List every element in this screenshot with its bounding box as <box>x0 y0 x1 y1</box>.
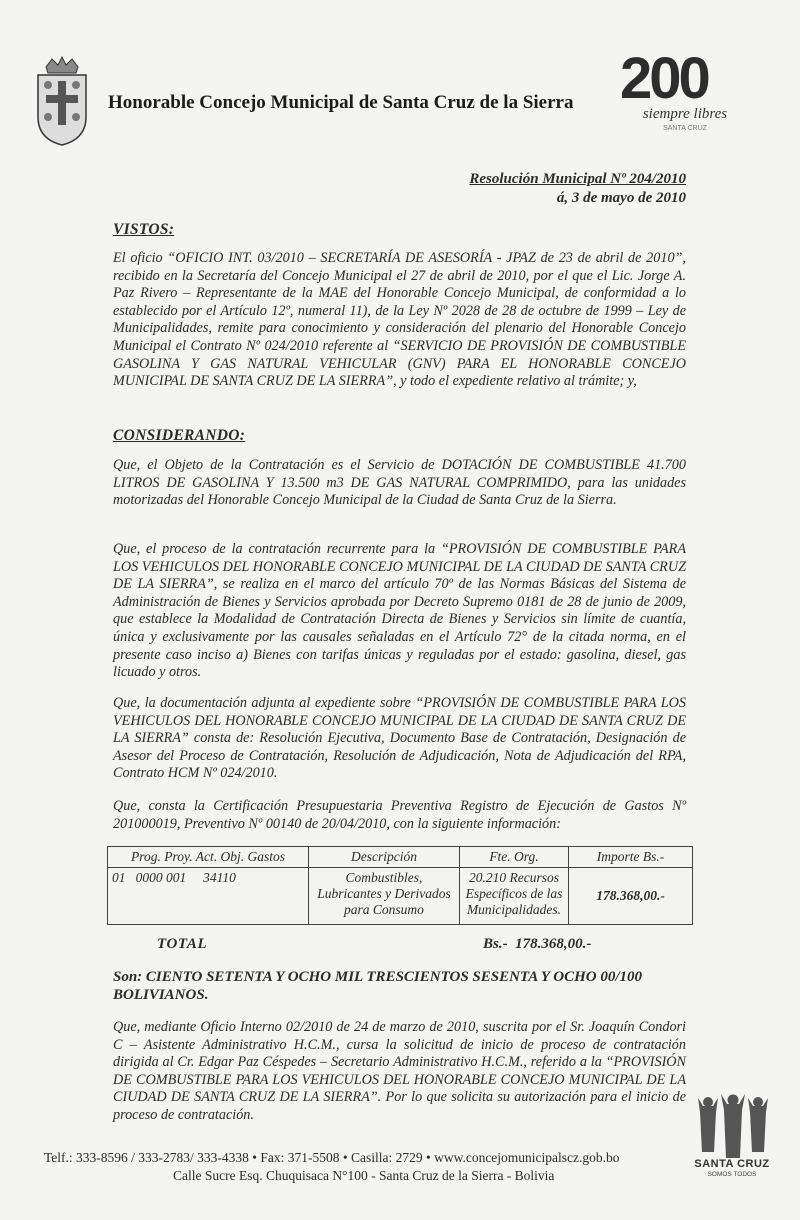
table-header-row <box>108 847 693 868</box>
santa-cruz-brand-sub: SOMOS TODOS <box>707 1171 757 1178</box>
considerando-heading: CONSIDERANDO: <box>113 427 246 444</box>
anniversary-logo-number: 200 <box>620 46 708 111</box>
organization-name: Honorable Concejo Municipal de Santa Cruz de la Sierra <box>108 92 574 113</box>
paragraph-vistos: El oficio “OFICIO INT. 03/2010 – SECRETARÍA DE ASESORÍA - JPAZ de 23 de abril de 2010”, recibido en la Secretaría del Concejo Municipal el 27 de abril de 2010, por el que el Lic. Jorge A. Paz Rivero – Representante de la MAE del Honorable Concejo Municipal, de conformidad a lo establecido por el Artículo 12º, numeral 11), de la Ley Nº 2028 de 28 de octubre de 1999 – Ley de Municipalidades, remite para conocimiento y consideración del plenario del Honorable Concejo Municipal el Contrato Nº 024/2010 referente al “SERVICIO DE PROVISIÓN DE COMBUSTIBLE GASOLINA Y GAS NATURAL VEHICULAR (GNV) PARA EL HONORABLE CONCEJO MUNICIPAL DE SANTA CRUZ DE LA SIERRA”, y todo el expediente relativo al trámite; y, <box>113 250 686 390</box>
vistos-heading: VISTOS: <box>113 221 175 238</box>
column-header-source: Fte. Org. <box>460 847 569 868</box>
anniversary-logo-slogan: siempre libres <box>642 106 728 122</box>
cell-description: Combustibles, Lubricantes y Derivados para Consumo <box>309 868 460 925</box>
santa-cruz-figures-icon <box>694 1092 772 1162</box>
coat-of-arms-icon <box>32 55 92 147</box>
column-header-amount: Importe Bs.- <box>569 847 693 868</box>
cell-amount: 178.368,00.- <box>569 868 693 925</box>
cell-source: 20.210 Recursos Específicos de las Municipalidades. <box>460 868 569 925</box>
anniversary-logo-sub: SANTA CRUZ <box>663 125 707 132</box>
column-header-description: Descripción <box>309 847 460 868</box>
resolution-number: Resolución Municipal Nº 204/2010 <box>469 171 686 187</box>
column-header-code: Prog. Proy. Act. Obj. Gastos <box>108 847 309 868</box>
santa-cruz-brand-name: SANTA CRUZ <box>694 1158 770 1170</box>
total-value: Bs.- 178.368,00.- <box>483 936 592 952</box>
resolution-date: á, 3 de mayo de 2010 <box>556 190 686 206</box>
footer-contact: Telf.: 333-8596 / 333-2783/ 333-4338 • Fax: 371-5508 • Casilla: 2729 • www.concejomunicipalscz.gob.bo <box>44 1150 620 1165</box>
paragraph-documentacion: Que, la documentación adjunta al expediente sobre “PROVISIÓN DE COMBUSTIBLE PARA LOS VEHICULOS DEL HONORABLE CONCEJO MUNICIPAL DE LA CIUDAD DE SANTA CRUZ DE LA SIERRA” consta de: Resolución Ejecutiva, Documento Base de Contratación, Designación de Asesor del Proceso de Contratación, Resolución de Adjudicación, Nota de Adjudicación del RPA, Contrato HCM Nº 024/2010. <box>113 695 686 782</box>
paragraph-oficio: Que, mediante Oficio Interno 02/2010 de 24 de marzo de 2010, suscrita por el Sr. Joaquín Condori C – Asistente Administrativo H.C.M., cursa la solicitud de inicio de proceso de contratación dirigida al Cr. Edgar Paz Céspedes – Secretario Administrativo H.C.M., referido a la “PROVISIÓN DE COMBUSTIBLE PARA LOS VEHICULOS DEL HONORABLE CONCEJO MUNICIPAL DE LA CIUDAD DE SANTA CRUZ DE LA SIERRA”. Por lo que solicita su autorización para el inicio de proceso de contratación. <box>113 1019 686 1123</box>
footer-address: Calle Sucre Esq. Chuquisaca N°100 - Santa Cruz de la Sierra - Bolivia <box>173 1168 555 1183</box>
cell-code: 01 0000 001 34110 <box>108 868 309 925</box>
paragraph-objeto: Que, el Objeto de la Contratación es el Servicio de DOTACIÓN DE COMBUSTIBLE 41.700 LITROS DE GASOLINA Y 13.500 m3 DE GAS NATURAL COMPRIMIDO, para las unidades motorizadas del Honorable Concejo Municipal de la Ciudad de Santa Cruz de la Sierra. <box>113 457 686 509</box>
total-label: TOTAL <box>157 936 208 952</box>
table-row <box>108 868 693 925</box>
amount-in-words: Son: CIENTO SETENTA Y OCHO MIL TRESCIENTOS SESENTA Y OCHO 00/100 BOLIVIANOS. <box>113 969 643 1003</box>
paragraph-proceso: Que, el proceso de la contratación recurrente para la “PROVISIÓN DE COMBUSTIBLE PARA LOS VEHICULOS DEL HONORABLE CONCEJO MUNICIPAL DE LA CIUDAD DE SANTA CRUZ DE LA SIERRA”, se realiza en el marco del artículo 70º de las Normas Básicas del Sistema de Administración de Bienes y Servicios aprobada por Decreto Supremo 0181 de 28 de junio de 2009, que establece la Modalidad de Contratación Directa de Bienes y Servicios sin límite de cuantía, única y exclusivamente por las causales señaladas en el Artículo 72° de la citada norma, en el presente caso inciso a) Bienes con tarifas únicas y reguladas por el estado: gasolina, diesel, gas licuado y otros. <box>113 541 686 681</box>
budget-table <box>107 846 693 925</box>
paragraph-certificacion: Que, consta la Certificación Presupuestaria Preventiva Registro de Ejecución de Gastos Nº 201000019, Preventivo Nº 00140 de 20/04/2010, con la siguiente información: <box>113 798 686 832</box>
